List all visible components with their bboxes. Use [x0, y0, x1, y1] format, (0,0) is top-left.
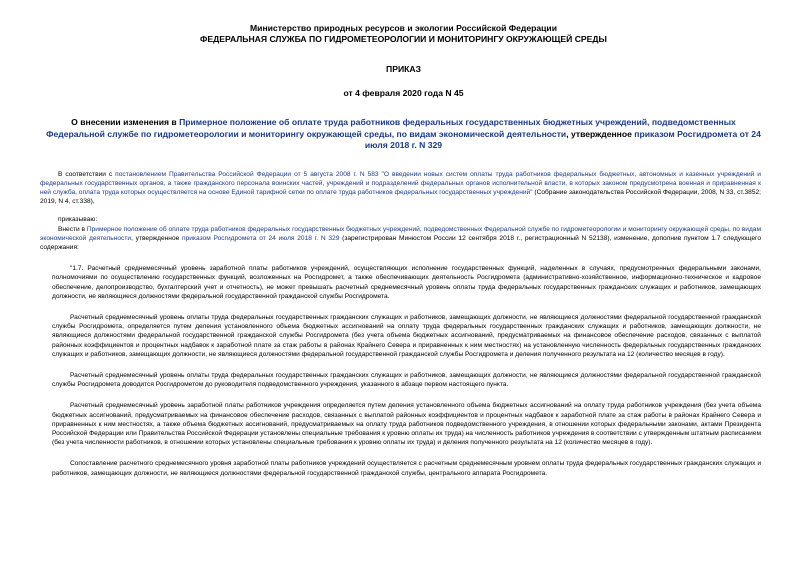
document-body [40, 170, 767, 478]
title-text-1: О внесении изменения в [71, 117, 180, 127]
clause-1-7-paragraph-3: Расчетный среднемесячный уровень оплаты труда федеральных государственных гражданских служащих и работников, замещающих должности, не являющиеся должностями федеральной государственной гражданской службы Росгидромета доводится Росгидрометом до руководителя подведомственного учреждения, указанного в абзаце первом настоящего пункта. [52, 371, 761, 389]
clause-1-7-paragraph-4: Расчетный среднемесячный уровень заработной платы работников учреждения определяется путем деления установленного объема бюджетных ассигнований на оплату труда работников учреждения (без учета объема бюджетных ассигнований, предусматриваемых на финансовое обеспечение расходов, связанных с выплатой районных коэффициентов и процентных надбавок к заработной плате за стаж работы в районах Крайнего Севера и приравненных к ним местностях, а также объема бюджетных ассигнований, предусматриваемых на оплату труда работников подведомственного учреждения, в отношении которых федеральными законами, актами Президента Российской Федерации или Правительства Российской Федерации установлены специальные требования к уровню оплаты их труда) на численность работников учреждения в соответствии с утвержденным штатным расписанием (без учета численности работников, в отношении которых установлены специальные требования к уровню оплаты их труда) и деления полученного результата на 12 (количество месяцев в году). [52, 402, 761, 447]
document-type: ПРИКАЗ [386, 64, 421, 74]
basis-text-1: В соответствии с [58, 170, 116, 178]
amendment-link-regulation[interactable]: Примерное положение об оплате труда работников федеральных государственных бюджетных учреждений, подведомственных Федеральной службе по гидрометеорологии и мониторингу окружающей среды, по видам экономической деятельности [40, 225, 762, 242]
paragraph-basis [40, 170, 761, 207]
paragraph-order: приказываю: [58, 216, 98, 224]
clause-1-7-paragraph-5: Сопоставление расчетного среднемесячного уровня заработной платы работников учреждений осуществляется с расчетным среднемесячным уровнем оплаты труда федеральных государственных гражданских служащих и работников, замещающих должности, не являющиеся должностями федеральной государственной гражданской службы, центрального аппарата Росгидромета. [52, 460, 761, 477]
title-link-regulation[interactable]: Примерное положение об оплате труда работников федеральных государственных бюджетных учреждений, подведомственных Федеральной службе по гидрометеорологии и мониторингу окружающей среды, по видам экономической деятельности [46, 117, 736, 139]
amendment-text-1: Внести в [58, 225, 87, 233]
clause-1-7-paragraph-2: Расчетный среднемесячный уровень оплаты труда федеральных государственных гражданских служащих и работников, замещающих должности, не являющиеся должностями федеральной государственной гражданской службы Росгидромета, определяется путем деления установленного объема бюджетных ассигнований на оплату труда федеральных государственных гражданских служащих и работников, замещающих должности, не являющиеся должностями федеральной государственной гражданской службы Росгидромета (без учета объема бюджетных ассигнований, предусматриваемых на финансовое обеспечение расходов, связанных с выплатой районных коэффициентов и процентных надбавок к заработной плате за стаж работы в районах Крайнего Севера и приравненных к ним местностях) на установленную численность федеральных государственных гражданских служащих и работников, замещающих должности, не являющиеся должностями федеральной государственной гражданской службы Росгидромета и деления полученного результата на 12 (количество месяцев в году). [52, 313, 761, 358]
paragraph-amendment [40, 225, 761, 253]
amendment-text-2: , утвержденное [131, 234, 183, 242]
clause-1-7-paragraph-1: "1.7. Расчетный среднемесячный уровень заработной платы работников учреждений, осуществляющих исполнение государственных функций, наделенных в случаях, предусмотренных федеральными законами, полномочиями по осуществлению государственных функций, возложенных на Росгидромет, а также обеспечивающих деятельность Росгидромета (административно-хозяйственное, информационно-техническое и кадровое обеспечение, делопроизводство, бухгалтерский учет и отчетность), не может превышать расчетный среднемесячный уровень оплаты труда федеральных государственных гражданских служащих и работников, замещающих должности, не являющиеся должностями федеральной государственной гражданской службы Росгидромета. [52, 265, 761, 300]
basis-text-2: (Собрание законодательства Российской Федерации, 2008, N 33, ст.3852; 2019, N 4, ст.338), [40, 188, 761, 206]
title-link-order[interactable]: приказом Росгидромета от 24 июля 2018 г. N 329 [364, 128, 761, 150]
ministry-name: Министерство природных ресурсов и экологии Российской Федерации [250, 23, 557, 33]
document-title [40, 117, 767, 152]
service-name: ФЕДЕРАЛЬНАЯ СЛУЖБА ПО ГИДРОМЕТЕОРОЛОГИИ И МОНИТОРИНГУ ОКРУЖАЮЩЕЙ СРЕДЫ [200, 34, 607, 44]
amendment-text-3: (зарегистрирован Минюстом России 12 сентября 2018 г., регистрационный N 52138), изменение, дополнив пунктом 1.7 следующего содержания: [40, 234, 761, 251]
basis-link-resolution[interactable]: постановлением Правительства Российской Федерации от 5 августа 2008 г. N 583 "О введении новых систем оплаты труда работников федеральных бюджетных, автономных и казенных учреждений и федеральных государственных органов, а также гражданского персонала воинских частей, учреждений и подразделений федеральных органов исполнительной власти, в которых законом предусмотрена военная и приравненная к ней служба, оплата труда которых осуществляется на основе Единой тарифной сетки по оплате труда работников федеральных государственных учреждений" [40, 170, 761, 196]
title-text-2: , утвержденное [566, 128, 635, 139]
amendment-content [40, 264, 761, 478]
amendment-link-order[interactable]: приказом Росгидромета от 24 июля 2018 г. N 329 [182, 234, 340, 242]
document-date: от 4 февраля 2020 года N 45 [343, 88, 464, 98]
